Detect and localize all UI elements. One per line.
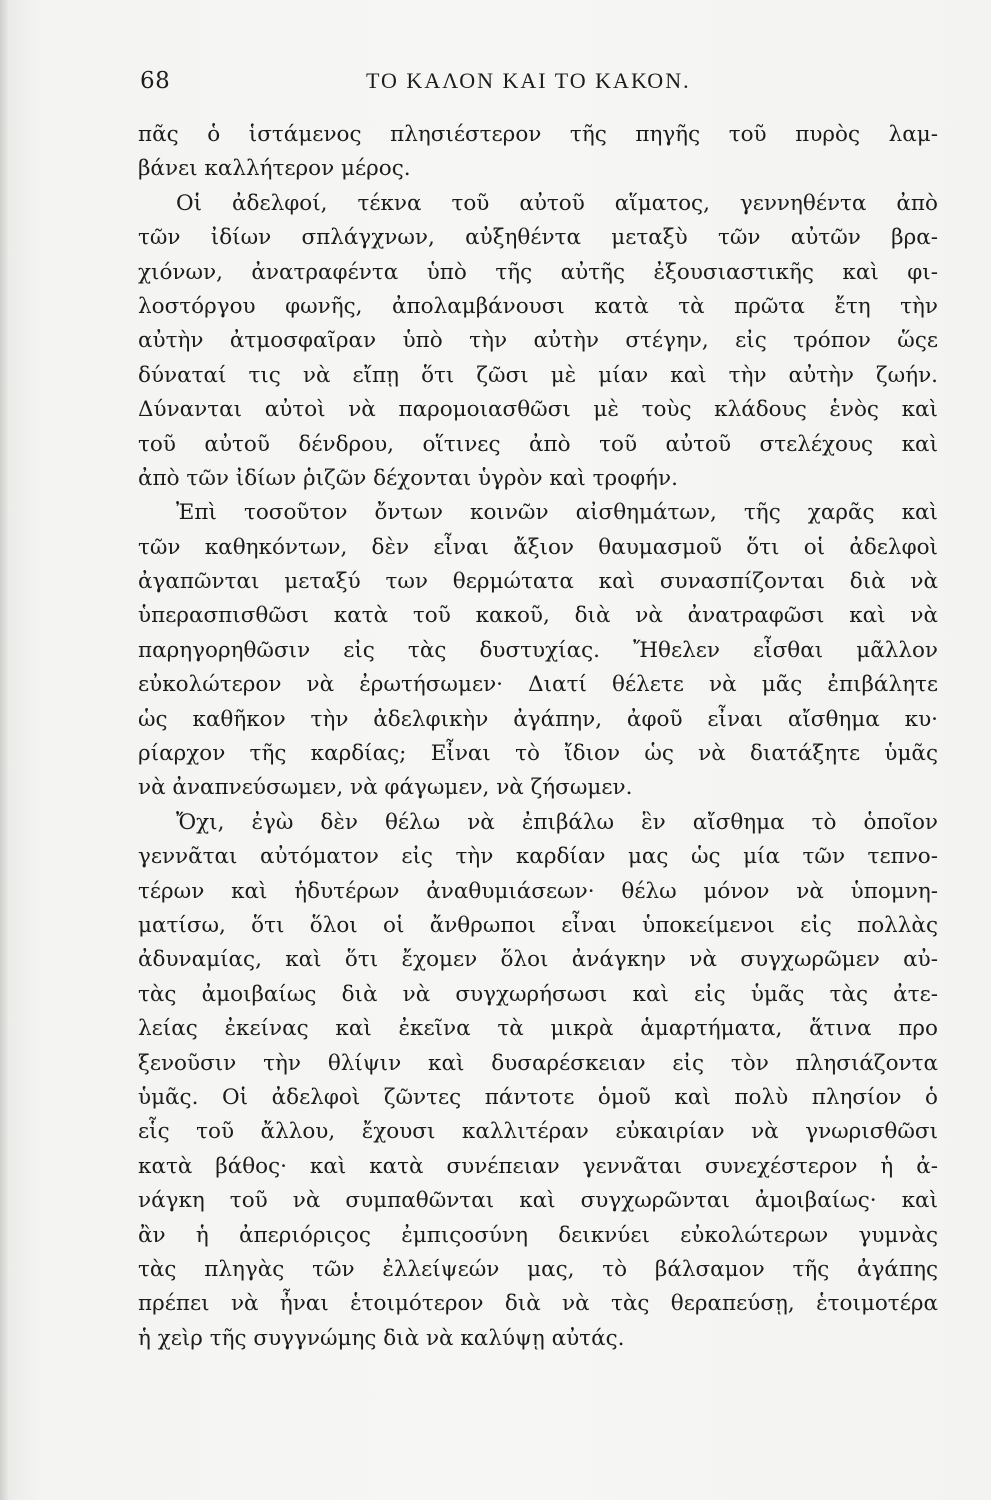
text-line: αὐτὴν ἀτμοσφαῖραν ὑπὸ τὴν αὐτὴν στέγην, εἰς τρόπον ὥςε	[138, 328, 938, 354]
text-line: πρέπει νὰ ἦναι ἑτοιμότερον διὰ νὰ τὰς θεραπεύσῃ, ἑτοιμοτέρα	[138, 1291, 938, 1317]
text-line: παρηγορηθῶσιν εἰς τὰς δυστυχίας. Ἤθελεν εἶσθαι μᾶλλον	[138, 637, 938, 663]
text-line: λοστόργου φωνῆς, ἀπολαμβάνουσι κατὰ τὰ πρῶτα ἔτη τὴν	[138, 293, 938, 319]
text-line: Οἱ ἀδελφοί, τέκνα τοῦ αὐτοῦ αἵματος, γεννηθέντα ἀπὸ	[176, 190, 938, 216]
text-line: ματίσω, ὅτι ὅλοι οἱ ἄνθρωποι εἶναι ὑποκείμενοι εἰς πολλὰς	[138, 912, 938, 938]
text-line: ἀγαπῶνται μεταξύ των θερμώτατα καὶ συνασπίζονται διὰ νὰ	[138, 569, 938, 595]
text-line: ὑπερασπισθῶσι κατὰ τοῦ κακοῦ, διὰ νὰ ἀνατραφῶσι καὶ νὰ	[138, 603, 938, 629]
text-line: νάγκη τοῦ νὰ συμπαθῶνται καὶ συγχωρῶνται ἀμοιβαίως· καὶ	[138, 1188, 938, 1214]
text-line: εὐκολώτερον νὰ ἐρωτήσωμεν· Διατί θέλετε νὰ μᾶς ἐπιβάλητε	[138, 672, 938, 698]
text-line: γεννᾶται αὐτόματον εἰς τὴν καρδίαν μας ὡς μία τῶν τεπνο-	[138, 844, 938, 870]
text-line: ἀδυναμίας, καὶ ὅτι ἔχομεν ὅλοι ἀνάγκην νὰ συγχωρῶμεν αὐ-	[138, 947, 938, 973]
text-line: ρίαρχον τῆς καρδίας; Εἶναι τὸ ἴδιον ὡς νὰ διατάξητε ὑμᾶς	[138, 741, 938, 767]
text-line: βάνει καλλήτερον μέρος.	[138, 156, 411, 182]
text-line: Δύνανται αὐτοὶ νὰ παρομοιασθῶσι μὲ τοὺς κλάδους ἑνὸς καὶ	[138, 397, 938, 423]
text-line: ἂν ἡ ἀπεριόριςος ἐμπιςοσύνη δεικνύει εὐκολώτερων γυμνὰς	[138, 1222, 938, 1248]
text-line: ἀπὸ τῶν ἰδίων ῥιζῶν δέχονται ὑγρὸν καὶ τροφήν.	[138, 465, 678, 491]
text-line: Ὄχι, ἐγὼ δὲν θέλω νὰ ἐπιβάλω ἓν αἴσθημα τὸ ὁποῖον	[176, 809, 938, 835]
text-line: νὰ ἀναπνεύσωμεν, νὰ φάγωμεν, νὰ ζήσωμεν.	[138, 775, 633, 801]
text-line: ὑμᾶς. Οἱ ἀδελφοὶ ζῶντες πάντοτε ὁμοῦ καὶ πολὺ πλησίον ὁ	[138, 1084, 938, 1110]
text-line: χιόνων, ἀνατραφέντα ὑπὸ τῆς αὐτῆς ἐξουσιαστικῆς καὶ φι-	[138, 259, 938, 285]
running-title: ΤΟ ΚΑΛΟΝ ΚΑΙ ΤΟ ΚΑΚΟΝ.	[366, 68, 691, 93]
text-line: ἡ χεὶρ τῆς συγγνώμης διὰ νὰ καλύψῃ αὐτάς.	[138, 1325, 625, 1351]
text-line: τῶν ἰδίων σπλάγχνων, αὐξηθέντα μεταξὺ τῶν αὐτῶν βρα-	[138, 225, 938, 251]
text-line: Ἐπὶ τοσοῦτον ὄντων κοινῶν αἰσθημάτων, τῆς χαρᾶς καὶ	[176, 500, 938, 526]
text-line: δύναταί τις νὰ εἴπῃ ὅτι ζῶσι μὲ μίαν καὶ τὴν αὐτὴν ζωήν.	[138, 362, 938, 388]
page-gutter-shadow	[0, 0, 10, 1500]
text-line: ὡς καθῆκον τὴν ἀδελφικὴν ἀγάπην, ἀφοῦ εἶναι αἴσθημα κυ·	[138, 706, 938, 732]
text-line: τὰς ἀμοιβαίως διὰ νὰ συγχωρήσωσι καὶ εἰς ὑμᾶς τὰς ἀτε-	[138, 981, 938, 1007]
text-line: ξενοῦσιν τὴν θλίψιν καὶ δυσαρέσκειαν εἰς τὸν πλησιάζοντα	[138, 1050, 938, 1076]
text-line: τοῦ αὐτοῦ δένδρου, οἵτινες ἀπὸ τοῦ αὐτοῦ στελέχους καὶ	[138, 431, 938, 457]
text-line: εἷς τοῦ ἄλλου, ἔχουσι καλλιτέραν εὐκαιρίαν νὰ γνωρισθῶσι	[138, 1119, 938, 1145]
text-line: τὰς πληγὰς τῶν ἐλλείψεών μας, τὸ βάλσαμον τῆς ἀγάπης	[138, 1256, 938, 1282]
text-line: πᾶς ὁ ἱστάμενος πλησιέστερον τῆς πηγῆς τοῦ πυρὸς λαμ-	[138, 122, 938, 147]
text-line: τῶν καθηκόντων, δὲν εἶναι ἄξιον θαυμασμοῦ ὅτι οἱ ἀδελφοὶ	[138, 534, 938, 560]
body-text	[138, 118, 938, 1356]
text-line: τέρων καὶ ἡδυτέρων ἀναθυμιάσεων· θέλω μόνον νὰ ὑπομνη-	[138, 878, 938, 904]
page-header	[140, 68, 880, 104]
page-number: 68	[140, 68, 171, 94]
text-line: λείας ἐκείνας καὶ ἐκεῖνα τὰ μικρὰ ἁμαρτήματα, ἅτινα προ	[138, 1016, 938, 1042]
text-line: κατὰ βάθος· καὶ κατὰ συνέπειαν γεννᾶται συνεχέστερον ἡ ἀ-	[138, 1153, 938, 1179]
